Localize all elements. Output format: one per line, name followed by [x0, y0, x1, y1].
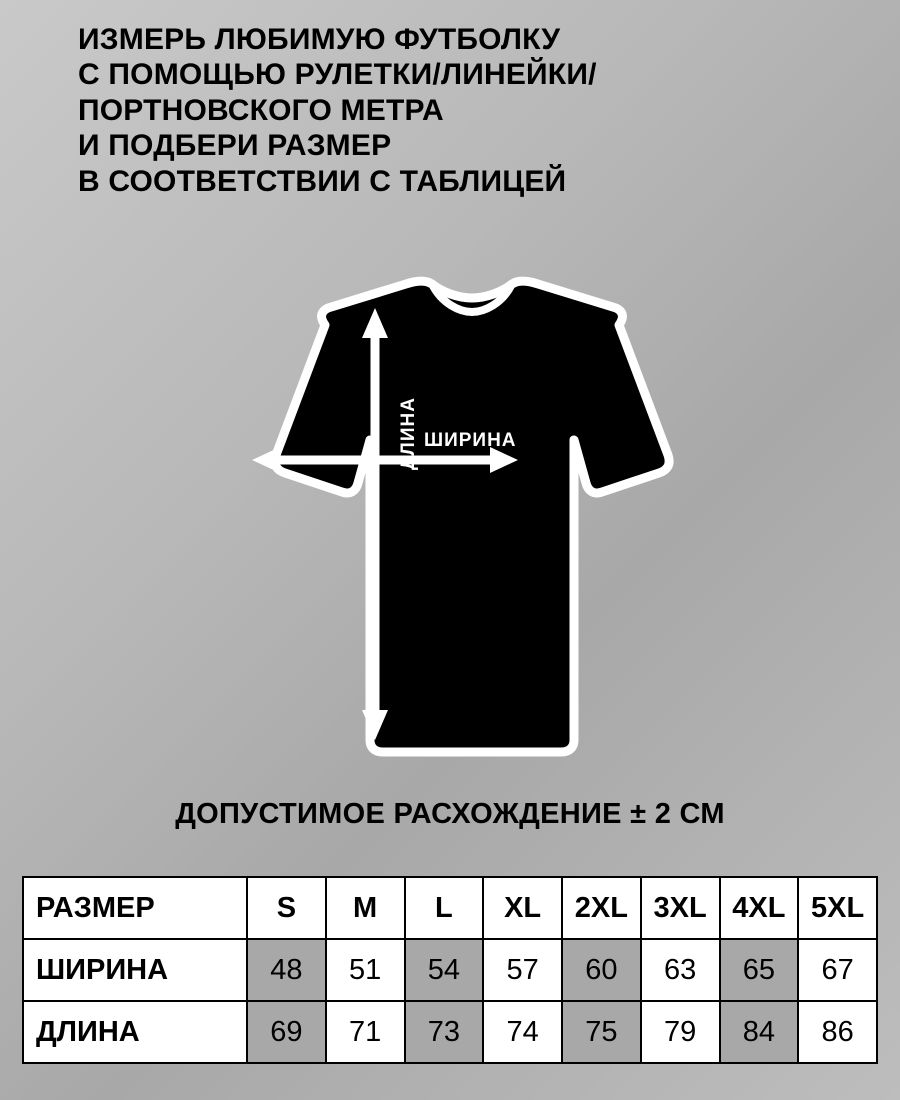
- table-row-length: [23, 1001, 877, 1063]
- width-value-s: 48: [247, 939, 326, 1001]
- row-label-length: ДЛИНА: [23, 1001, 247, 1063]
- width-value-2xl: 60: [562, 939, 641, 1001]
- length-value-xl: 74: [483, 1001, 562, 1063]
- width-value-m: 51: [326, 939, 405, 1001]
- tolerance-note: ДОПУСТИМОЕ РАСХОЖДЕНИЕ ± 2 СМ: [175, 798, 725, 830]
- size-header-3xl: 3XL: [641, 877, 720, 939]
- length-value-m: 71: [326, 1001, 405, 1063]
- size-header-l: L: [405, 877, 484, 939]
- tshirt-shape-icon: [170, 270, 730, 770]
- size-header-5xl: 5XL: [798, 877, 877, 939]
- width-dimension-label: ШИРИНА: [424, 430, 517, 451]
- length-value-s: 69: [247, 1001, 326, 1063]
- table-row-sizes: [23, 877, 877, 939]
- size-header-s: S: [247, 877, 326, 939]
- width-value-l: 54: [405, 939, 484, 1001]
- row-label-size: РАЗМЕР: [23, 877, 247, 939]
- size-header-2xl: 2XL: [562, 877, 641, 939]
- length-value-2xl: 75: [562, 1001, 641, 1063]
- size-header-xl: XL: [483, 877, 562, 939]
- heading-line-4: И ПОДБЕРИ РАЗМЕР: [78, 129, 392, 163]
- length-value-3xl: 79: [641, 1001, 720, 1063]
- instruction-heading: [78, 22, 868, 199]
- length-value-l: 73: [405, 1001, 484, 1063]
- heading-line-3: ПОРТНОВСКОГО МЕТРА: [78, 93, 444, 127]
- size-header-4xl: 4XL: [720, 877, 799, 939]
- heading-line-2: С ПОМОЩЬЮ РУЛЕТКИ/ЛИНЕЙКИ/: [78, 58, 597, 92]
- row-label-width: ШИРИНА: [23, 939, 247, 1001]
- size-header-m: M: [326, 877, 405, 939]
- tshirt-diagram: [0, 270, 900, 780]
- heading-line-1: ИЗМЕРЬ ЛЮБИМУЮ ФУТБОЛКУ: [78, 23, 561, 56]
- length-value-4xl: 84: [720, 1001, 799, 1063]
- width-value-xl: 57: [483, 939, 562, 1001]
- length-dimension-label: ДЛИНА: [398, 397, 419, 470]
- heading-line-5: В СООТВЕТСТВИИ С ТАБЛИЦЕЙ: [78, 164, 567, 198]
- width-value-3xl: 63: [641, 939, 720, 1001]
- size-table-container: [22, 876, 878, 1064]
- width-value-4xl: 65: [720, 939, 799, 1001]
- table-row-width: [23, 939, 877, 1001]
- length-value-5xl: 86: [798, 1001, 877, 1063]
- size-table: [22, 876, 878, 1064]
- width-value-5xl: 67: [798, 939, 877, 1001]
